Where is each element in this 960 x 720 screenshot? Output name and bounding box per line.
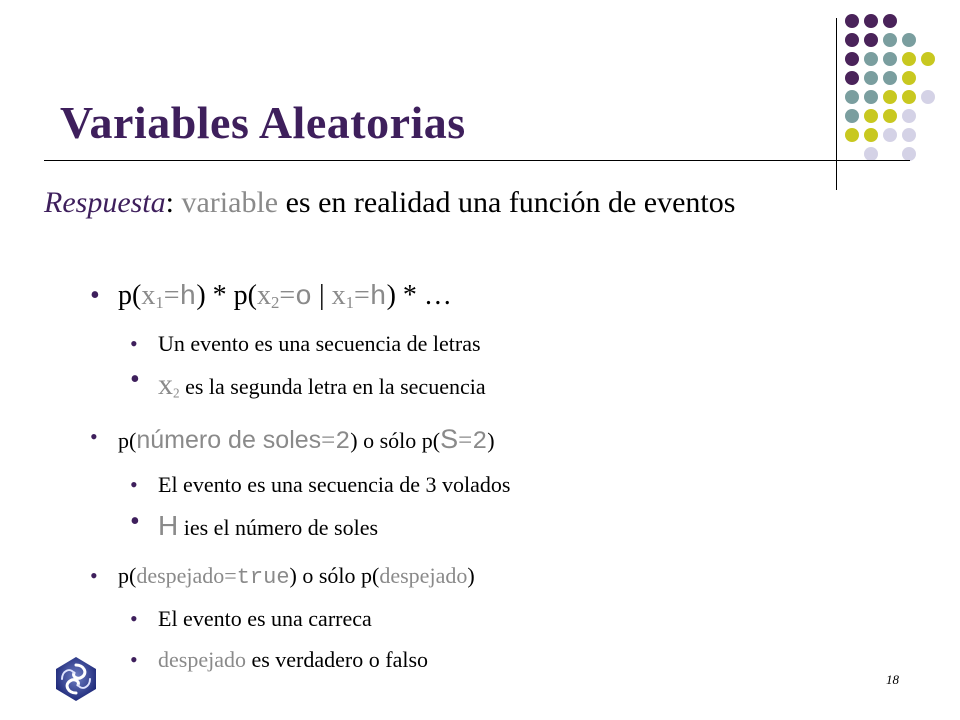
intro-variable-word: variable — [181, 186, 279, 219]
decorative-dot — [921, 52, 935, 66]
decorative-dot — [864, 33, 878, 47]
decorative-dot — [883, 128, 897, 142]
bullet-1-marker: • — [90, 280, 100, 311]
bullet-1-sub-2-marker: • — [130, 364, 140, 395]
decorative-dot — [902, 128, 916, 142]
decorative-dot — [883, 71, 897, 85]
vertical-rule — [836, 18, 837, 190]
decorative-dot — [864, 52, 878, 66]
slide-title: Variables Aleatorias — [60, 97, 466, 148]
decorative-dot — [864, 71, 878, 85]
decorative-dot — [883, 14, 897, 28]
intro-colon: : — [165, 186, 174, 219]
bullet-2-sub-2-marker: • — [130, 506, 140, 537]
decorative-dot — [845, 109, 859, 123]
decorative-dot — [845, 71, 859, 85]
intro-line — [44, 186, 735, 220]
decorative-dot — [883, 90, 897, 104]
bullet-2-sub-1-marker: • — [130, 472, 138, 497]
bullet-2-marker: • — [90, 424, 98, 449]
bullet-1-sub-1-marker: • — [130, 331, 138, 356]
bullet-2-sub-2-text: H ies el número de soles — [158, 510, 379, 541]
decorative-dot — [902, 71, 916, 85]
decorative-dot — [864, 109, 878, 123]
bullet-3-marker: • — [90, 563, 98, 588]
decorative-dot — [883, 109, 897, 123]
decorative-dot — [883, 33, 897, 47]
decorative-dot — [845, 52, 859, 66]
decorative-dot — [845, 128, 859, 142]
decorative-dot — [902, 90, 916, 104]
bullet-3-sub-1-marker: • — [130, 606, 138, 631]
decorative-dot — [902, 52, 916, 66]
decorative-dot — [921, 90, 935, 104]
bullet-2-text: p(número de soles=2) o sólo p(S=2) — [118, 424, 495, 456]
bullet-2-sub-1-text: El evento es una secuencia de 3 volados — [158, 472, 511, 497]
decorative-dot — [864, 128, 878, 142]
decorative-dot — [864, 90, 878, 104]
page-number: 18 — [886, 672, 899, 687]
decorative-dot — [864, 147, 878, 161]
decorative-dot — [845, 14, 859, 28]
intro-rest: es en realidad una función de eventos — [285, 186, 736, 219]
bullet-3-text: p(despejado=true) o sólo p(despejado) — [118, 563, 475, 590]
decorative-dot — [845, 90, 859, 104]
bullet-1-text: $p(x_1=h) * p(x_2=o$ | $x_1=h$) * … — [118, 280, 452, 313]
swirl-logo-icon — [52, 655, 100, 703]
intro-label: Respuesta — [44, 186, 166, 219]
decorative-dot — [864, 14, 878, 28]
bullet-1-sub-1-text: Un evento es una secuencia de letras — [158, 331, 481, 356]
decorative-dot — [902, 147, 916, 161]
bullet-1-sub-2-text: $x_2$ es la segunda letra en la secuencia — [158, 368, 486, 401]
decorative-dot — [902, 33, 916, 47]
title-underline — [44, 160, 910, 161]
decorative-dot — [845, 33, 859, 47]
decorative-dot — [902, 109, 916, 123]
bullet-3-sub-1-text: El evento es una carreca — [158, 606, 372, 631]
bullet-3-sub-2-marker: • — [130, 647, 138, 672]
bullet-3-sub-2-text: despejado es verdadero o falso — [158, 647, 429, 672]
decorative-dot — [883, 52, 897, 66]
